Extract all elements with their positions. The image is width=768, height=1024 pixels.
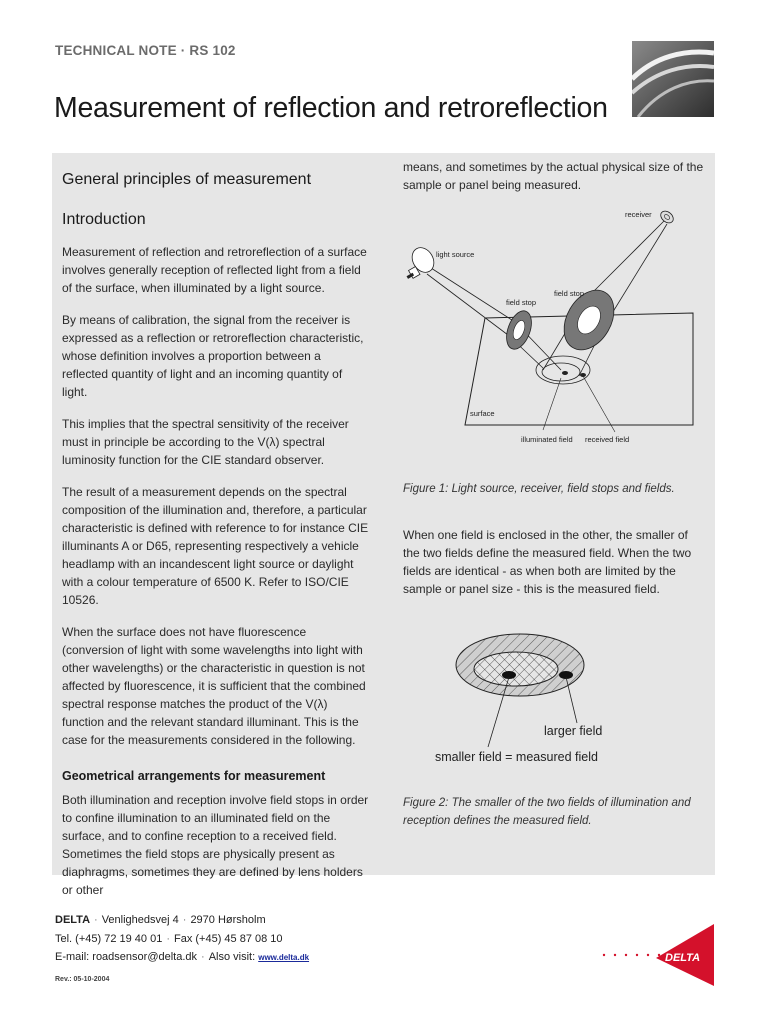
paragraph: means, and sometimes by the actual physical size of the sample or panel being measured. [403,160,704,192]
footer-visit: Also visit: [208,951,256,963]
intro-title: Introduction [62,210,146,228]
ray [585,220,665,300]
label-smaller-field: smaller field = measured field [435,750,598,764]
footer-address: Venlighedsvej 4 [101,914,179,926]
label-receiver: receiver [625,210,652,219]
right-column-paragraph [403,526,707,612]
label-received-field: received field [585,435,630,444]
paragraph: Measurement of reflection and retroreflection of a surface involves generally reception of reflected light from a field of the surface, when illuminated by a light source. [62,244,367,295]
paragraph: When one field is enclosed in the other, the smaller of the two fields define the measured field. When the two fields are identical - as when both are limited by the sample or panel size - this is the measured field. [403,528,692,596]
figure-1-caption: Figure 1: Light source, receiver, field stops and fields. [403,483,675,495]
road-curve-logo-icon [632,41,714,117]
figure-1-diagram [403,200,703,455]
ray [431,268,515,322]
figure-2-caption: Figure 2: The smaller of the two fields of illumination and reception defines the measured field. [403,797,691,827]
geometry-heading: Geometrical arrangements for measurement [62,768,326,783]
footer-contact-line: E-mail: roadsensor@delta.dk · Also visit: www.delta.dk [55,951,310,963]
label-field-stop-left: field stop [506,298,537,307]
footer-address-line: DELTA · Venlighedsvej 4 · 2970 Hørsholm [55,914,266,926]
footer-phone-line: Tel. (+45) 72 19 40 01 · Fax (+45) 45 87 08 10 [55,932,283,945]
figure-2-diagram [420,625,680,770]
label-larger-field: larger field [544,724,603,738]
footer-city: 2970 Hørsholm [190,914,266,926]
footer-brand: DELTA [55,914,91,926]
document-header-label: TECHNICAL NOTE · RS 102 [55,43,236,58]
paragraph: The result of a measurement depends on the spectral composition of the illumination and, therefore, a particular characteristic is defined with reference to for instance CIE illuminants A or D65, representing respectively a vehicle headlamp with an incandescent light source or daylight with a colour temperature of 6500 K. Refer to ISO/CIE 10526. [62,484,369,607]
section-title: General principles of measurement [62,171,312,188]
label-field-stop-right: field stop [554,289,585,298]
footer-email[interactable]: E-mail: roadsensor@delta.dk [55,951,198,963]
ray [427,274,508,335]
paragraph: Both illumination and reception involve field stops in order to confine illumination to an illuminated field on the surface, and to confine reception to a received field. Sometimes the field stops are physically present as diaphragms, sometimes they are defined by lens holders or other [62,792,369,897]
paragraph: When the surface does not have fluorescence (conversion of light with some wavelengths into light with other wavelengths) or the characteristic in question is not affected by fluorescence, it is sufficient that the combined spectral response matches the product of the V(λ) function and the relevant standard illuminant. This is the case for the measurements considered in the following. [62,624,366,747]
document-title: Measurement of reflection and retroreflection [54,92,608,124]
footer-tel: Tel. (+45) 72 19 40 01 [55,932,163,945]
left-column [62,170,370,913]
revision-date: Rev.: 05-10-2004 [55,976,110,983]
delta-logo-icon [600,920,716,988]
footer [55,911,309,968]
label-illuminated-field: illuminated field [521,435,573,444]
receiver-icon [658,209,675,226]
paragraph: By means of calibration, the signal from the receiver is expressed as a reflection or retroreflection characteristic, whose definition involves a proportion between a reflected quantity of light and an incoming quantity of light. [62,312,364,399]
footer-website-link[interactable]: www.delta.dk [258,953,310,962]
delta-logo-text: DELTA [665,952,701,964]
light-bulb-icon [407,244,439,279]
label-light-source: light source [436,250,475,259]
paragraph: This implies that the spectral sensitivity of the receiver must in principle be according to the V(λ) spectral luminosity function for the CIE standard observer. [62,416,349,467]
label-surface: surface [470,409,495,418]
footer-fax: Fax (+45) 45 87 08 10 [174,932,283,945]
